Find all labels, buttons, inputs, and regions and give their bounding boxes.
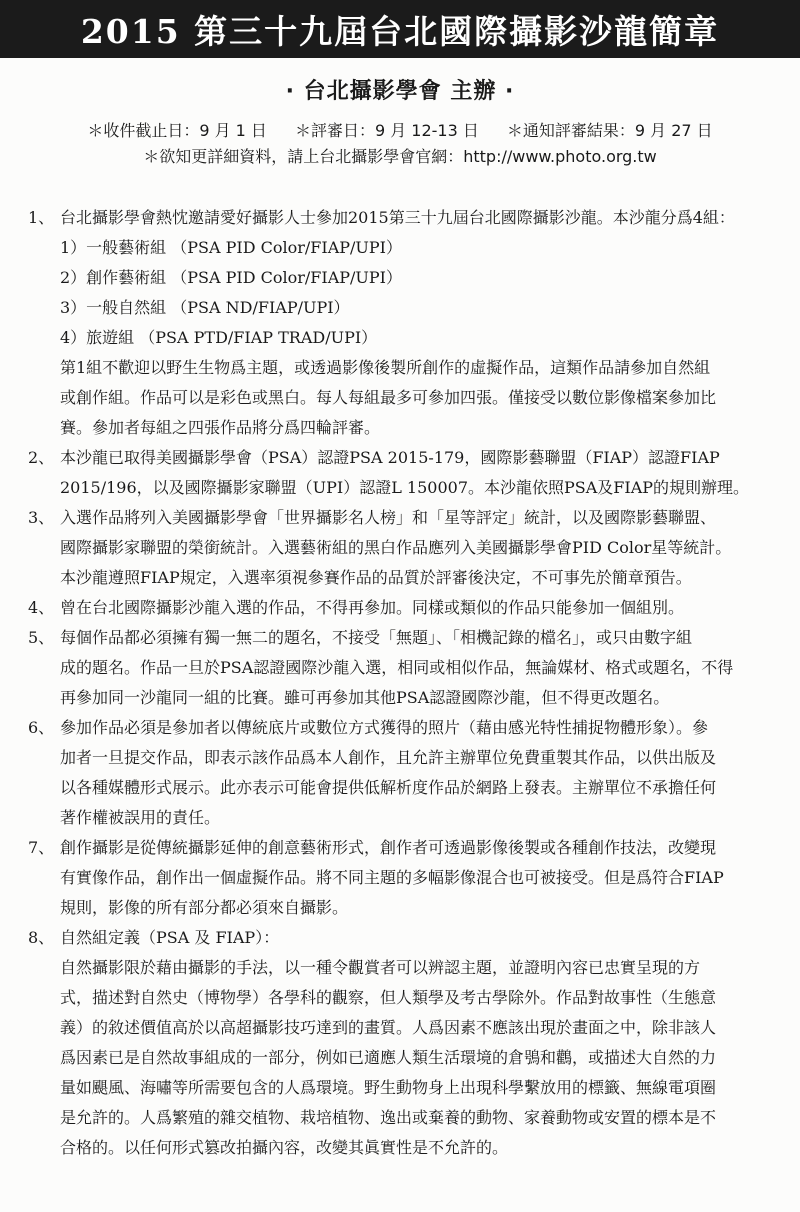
rule-line: 著作權被誤用的責任。 xyxy=(60,808,221,827)
organizer-line: · 台北攝影學會 主辦 · xyxy=(285,79,515,104)
rule-number: 6、 xyxy=(28,718,55,737)
rule-line: 是允許的。人爲繁殖的雜交植物、栽培植物、逸出或棄養的動物、家養動物或安置的標本是不 xyxy=(60,1108,717,1127)
judging-date: ＊評審日：9 月 12-13 日 xyxy=(294,121,479,140)
rules-list xyxy=(28,203,776,1163)
rule-line: 成的題名。作品一旦於PSA認證國際沙龍入選，相同或相似作品，無論媒材、格式或題名，不得 xyxy=(60,658,734,677)
rule-number: 4、 xyxy=(28,598,55,617)
rule-line: 有實像作品，創作出一個虛擬作品。將不同主題的多幅影像混合也可被接受。但是爲符合FIAP xyxy=(60,868,724,887)
rule-line: 每個作品都必須擁有獨一無二的題名，不接受「無題」、「相機記錄的檔名」，或只由數字組 xyxy=(60,628,693,647)
rule-item xyxy=(28,443,776,503)
rule-line: 曾在台北國際攝影沙龍入選的作品，不得再參加。同樣或類似的作品只能參加一個組別。 xyxy=(60,598,685,617)
group-item: 1）一般藝術組 （PSA PID Color/FIAP/UPI） xyxy=(60,238,403,257)
rule-line: 加者一旦提交作品，即表示該作品爲本人創作，且允許主辦單位免費重製其作品，以供出版及 xyxy=(60,748,717,767)
notification-date: ＊通知評審結果：9 月 27 日 xyxy=(506,121,713,140)
rule-line: 再參加同一沙龍同一組的比賽。雖可再參加其他PSA認證國際沙龍，但不得更改題名。 xyxy=(60,688,670,707)
rule-item xyxy=(28,593,776,623)
rule-line: 入選作品將列入美國攝影學會「世界攝影名人榜」和「星等評定」統計，以及國際影藝聯盟、 xyxy=(60,508,717,527)
rule-line: 或創作組。作品可以是彩色或黑白。每人每組最多可參加四張。僅接受以數位影像檔案參加比 xyxy=(60,388,717,407)
submission-deadline: ＊收件截止日：9 月 1 日 xyxy=(87,121,267,140)
rule-number: 1、 xyxy=(28,208,55,227)
rule-line: 自然攝影限於藉由攝影的手法，以一種令觀賞者可以辨認主題，並證明內容已忠實呈現的方 xyxy=(60,958,701,977)
rule-line: 自然組定義（PSA 及 FIAP）： xyxy=(60,928,280,947)
rule-line: 規則，影像的所有部分都必須來自攝影。 xyxy=(60,898,349,917)
group-item: 2）創作藝術組 （PSA PID Color/FIAP/UPI） xyxy=(60,268,403,287)
rule-item xyxy=(28,923,776,1163)
rule-line: 創作攝影是從傳統攝影延伸的創意藝術形式，創作者可透過影像後製或各種創作技法，改變現 xyxy=(60,838,717,857)
rule-item xyxy=(28,833,776,923)
title-banner xyxy=(0,0,800,58)
rule-number: 5、 xyxy=(28,628,55,647)
rule-line: 國際攝影家聯盟的榮銜統計。入選藝術組的黑白作品應列入美國攝影學會PID Color星等統計。 xyxy=(60,538,732,557)
group-item: 4）旅遊組 （PSA PTD/FIAP TRAD/UPI） xyxy=(60,328,378,347)
rule-line: 本沙龍遵照FIAP規定，入選率須視參賽作品的品質於評審後決定，不可事先於簡章預告。 xyxy=(60,568,692,587)
rule-item xyxy=(28,623,776,713)
rule-line: 爲因素已是自然故事組成的一部分，例如已適應人類生活環境的倉鴞和鸛，或描述大自然的力 xyxy=(60,1048,717,1067)
rule-number: 3、 xyxy=(28,508,55,527)
page-title: 2015 第三十九屆台北國際攝影沙龍簡章 xyxy=(80,11,720,51)
rule-line: 第1組不歡迎以野生生物爲主題，或透過影像後製所創作的虛擬作品，這類作品請參加自然組 xyxy=(60,358,711,377)
rule-number: 2、 xyxy=(28,448,55,467)
rule-line: 以各種媒體形式展示。此亦表示可能會提供低解析度作品於網路上發表。主辦單位不承擔任何 xyxy=(60,778,717,797)
rule-line: 台北攝影學會熱忱邀請愛好攝影人士參加2015第三十九屆台北國際攝影沙龍。本沙龍分爲4組： xyxy=(60,208,735,227)
rule-line: 本沙龍已取得美國攝影學會（PSA）認證PSA 2015-179，國際影藝聯盟（FIAP）認證FIAP xyxy=(60,448,720,467)
rule-number: 7、 xyxy=(28,838,55,857)
rule-number: 8、 xyxy=(28,928,55,947)
deadline-list xyxy=(0,118,800,141)
group-item: 3）一般自然組 （PSA ND/FIAP/UPI） xyxy=(60,298,350,317)
rule-line: 式，描述對自然史（博物學）各學科的觀察，但人類學及考古學除外。作品對故事性（生態意 xyxy=(60,988,717,1007)
rule-line: 2015/196，以及國際攝影家聯盟（UPI）認證L 150007。本沙龍依照PSA及FIAP的規則辦理。 xyxy=(60,478,750,497)
rule-item xyxy=(28,203,776,443)
rule-item xyxy=(28,713,776,833)
rule-item xyxy=(28,503,776,593)
rule-line: 合格的。以任何形式篡改拍攝內容，改變其眞實性是不允許的。 xyxy=(60,1138,509,1157)
rule-line: 參加作品必須是參加者以傳統底片或數位方式獲得的照片（藉由感光特性捕捉物體形象）。參 xyxy=(60,718,709,737)
rule-line: 量如颶風、海嘯等所需要包含的人爲環境。野生動物身上出現科學繫放用的標籤、無線電項圈 xyxy=(60,1078,717,1097)
group-list xyxy=(60,233,776,353)
website-notice: ＊欲知更詳細資料，請上台北攝影學會官網：http://www.photo.org.tw xyxy=(143,147,657,166)
rule-line: 義）的敘述價值高於以高超攝影技巧達到的畫質。人爲因素不應該出現於畫面之中，除非該人 xyxy=(60,1018,717,1037)
rule-line: 賽。參加者每組之四張作品將分爲四輪評審。 xyxy=(60,418,381,437)
